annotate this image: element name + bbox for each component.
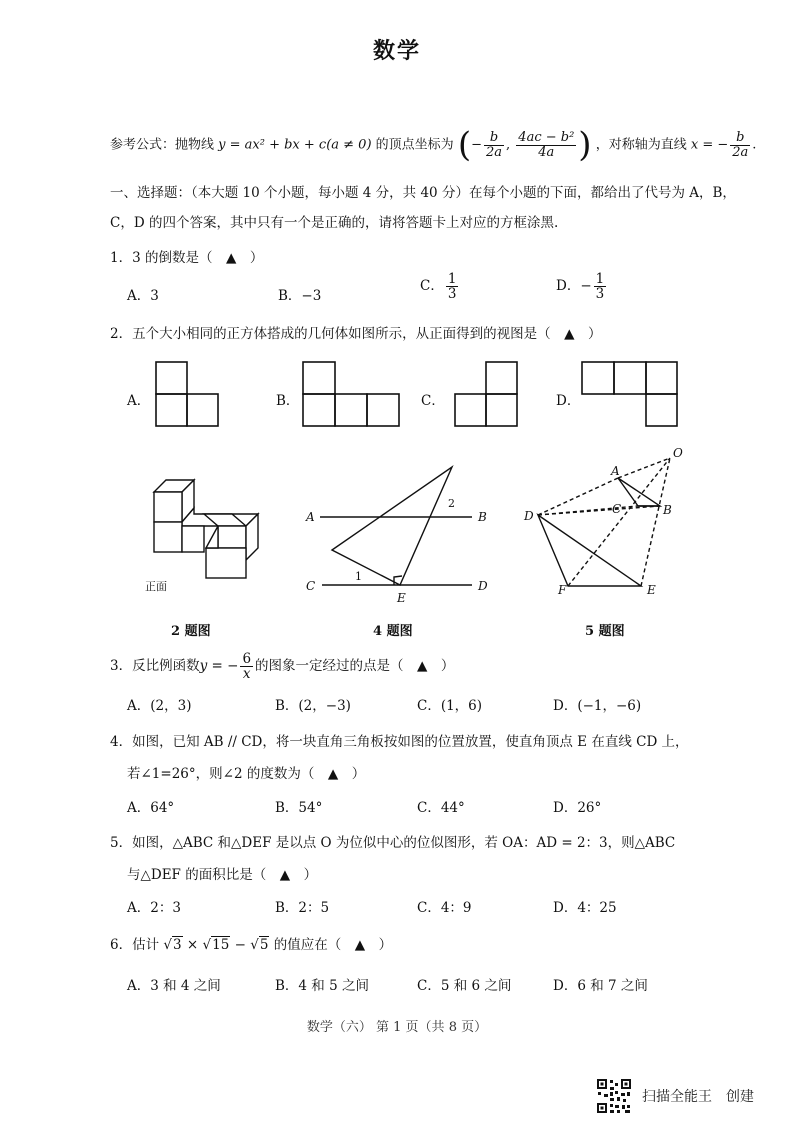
axis-text: ，对称轴为直线 xyxy=(595,137,687,153)
q1-option-a: A．3 xyxy=(127,288,159,304)
q3-option-b: B．(2，−3) xyxy=(275,698,351,714)
figure-5-caption: 5 题图 xyxy=(585,624,625,639)
q6-stem: 6．估计 √3 × √15 − √5 的值应在（ ▲ ） xyxy=(110,937,393,953)
figure-2-caption: 2 题图 xyxy=(171,624,211,639)
q6-option-b: B．4 和 5 之间 xyxy=(275,978,369,994)
q4-stem-line2: 若∠1=26°，则∠2 的度数为（ ▲ ） xyxy=(127,766,366,782)
view-c xyxy=(455,362,517,426)
q3-option-d: D．(−1，−6) xyxy=(553,698,642,714)
reference-formula: 参考公式：抛物线 y = ax² + bx + c(a ≠ 0) 的顶点坐标为 (− $\frac{b}{2a}$ , $\frac{\text{4ac − b²}}{4a}$ ) ，对称轴为直线 x = − $\frac{b}{2a}$ . xyxy=(110,125,757,165)
q4-stem-line1: 4．如图，已知 AB // CD，将一块直角三角板按如图的位置放置，使直角顶点 E 在直线 CD 上， xyxy=(110,734,689,750)
q2-stem: 2．五个大小相同的正方体搭成的几何体如图所示，从正面得到的视图是（ ▲ ） xyxy=(110,326,602,342)
q3-option-c: C．(1，6) xyxy=(417,698,483,714)
view-d xyxy=(582,362,677,426)
q5-option-c: C．4：9 xyxy=(417,900,472,916)
fig5-label-o: O xyxy=(673,446,683,460)
q4-option-a: A．64° xyxy=(127,800,175,816)
q5-stem-line2: 与△DEF 的面积比是（ ▲ ） xyxy=(127,867,318,883)
fig5-label-e: E xyxy=(647,583,656,597)
fig4-label-c: C xyxy=(306,579,316,593)
vertex-y-fraction: $\frac{\text{4ac − b²}}{4a}$ xyxy=(518,129,575,160)
figure-5-similar-triangles xyxy=(538,458,670,586)
formula-mid: 的顶点坐标为 xyxy=(375,137,454,153)
fig4-angle-1: 1 xyxy=(355,570,362,583)
fig5-label-f: F xyxy=(558,583,567,597)
fig5-label-c: C xyxy=(612,502,622,516)
q3-option-a: A．(2，3) xyxy=(127,698,192,714)
fig4-label-a: A xyxy=(306,510,315,524)
axis-fraction: $\frac{b}{2a}$ xyxy=(732,129,749,160)
formula-prefix: 参考公式：抛物线 xyxy=(110,137,215,153)
fig4-label-e: E xyxy=(397,591,406,605)
page-title: 数学 xyxy=(372,38,421,64)
fig4-angle-2: 2 xyxy=(448,497,455,510)
q5-option-a: A．2：3 xyxy=(127,900,181,916)
figure-4-caption: 4 题图 xyxy=(373,624,413,639)
page-footer: 数学（六） 第 1 页（共 8 页） xyxy=(306,1020,488,1035)
q6-option-d: D．6 和 7 之间 xyxy=(553,978,648,994)
q1-option-d: D．− $\frac{1}{3}$ xyxy=(556,271,605,303)
q1-option-c: C． $\frac{1}{3}$ xyxy=(420,271,457,303)
q1-stem: 1．3 的倒数是（ ▲ ） xyxy=(110,250,264,266)
vertex-x-fraction: $\frac{b}{2a}$ xyxy=(486,129,503,160)
view-a xyxy=(156,362,218,426)
qr-code-icon xyxy=(596,1078,632,1114)
figure-4-parallel-lines xyxy=(320,467,472,585)
formula-equation: y = ax² + bx + c(a ≠ 0) xyxy=(218,137,372,153)
figure-2-cubes xyxy=(154,480,258,578)
front-label: 正面 xyxy=(145,580,167,593)
section-header-line1: 一、选择题：（本大题 10 个小题，每小题 4 分，共 40 分）在每个小题的下面，都给出了代号为 A，B， xyxy=(110,185,736,201)
q4-option-b: B．54° xyxy=(275,800,323,816)
section-header-line2: C，D 的四个答案，其中只有一个是正确的，请将答题卡上对应的方框涂黑. xyxy=(110,215,559,231)
fig5-label-b: B xyxy=(663,503,672,517)
fig5-label-d: D xyxy=(524,509,534,523)
q4-option-d: D．26° xyxy=(553,800,602,816)
fig5-label-a: A xyxy=(611,464,620,478)
q5-option-d: D．4：25 xyxy=(553,900,617,916)
q6-option-c: C．5 和 6 之间 xyxy=(417,978,512,994)
q5-stem-line1: 5．如图，△ABC 和△DEF 是以点 O 为位似中心的位似图形，若 OA：AD = 2：3，则△ABC xyxy=(110,835,676,851)
fig4-label-d: D xyxy=(478,579,488,593)
q2-option-d-label: D． xyxy=(556,393,581,409)
q2-option-b-label: B． xyxy=(276,393,300,409)
axis-x: x = − xyxy=(690,137,729,153)
q5-option-b: B．2：5 xyxy=(275,900,330,916)
q2-option-c-label: C． xyxy=(421,393,445,409)
view-b xyxy=(303,362,399,426)
watermark-text: 扫描全能王 创建 xyxy=(642,1089,754,1105)
q1-option-b: B．−3 xyxy=(278,288,322,304)
q3-stem: 3．反比例函数y = − $\frac{6}{x}$ 的图象一定经过的点是（ ▲ ） xyxy=(110,651,455,683)
fig4-label-b: B xyxy=(478,510,487,524)
q4-option-c: C．44° xyxy=(417,800,465,816)
q6-option-a: A．3 和 4 之间 xyxy=(127,978,221,994)
q2-option-a-label: A． xyxy=(127,393,151,409)
